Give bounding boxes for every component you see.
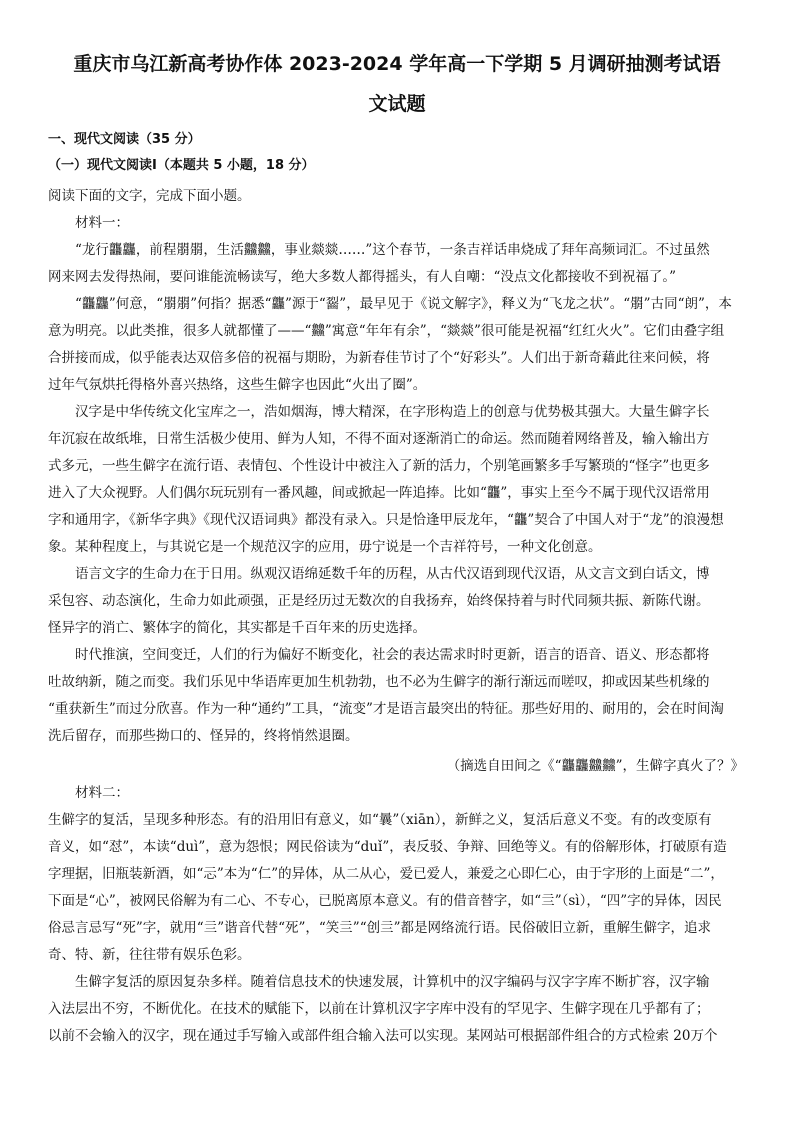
paragraph-line: 意为明亮。以此类推，很多人就都懂了——“䲜”寓意“年年有余”，“燚燚”很可能是祝福“红红火火”。它们由叠字组 [48,323,725,339]
paragraph-line: 过年气氛烘托得格外喜兴热络，这些生僻字也因此“火出了圈”。 [48,377,427,393]
subsection-heading: （一）现代文阅读Ⅰ（本题共 5 小题，18 分） [48,158,315,173]
paragraph-line: 字和通用字，《新华字典》《现代汉语词典》都没有录入。只是恰逢甲辰龙年，“龘”契合了中国人对于“龙”的浪漫想 [48,512,724,528]
paragraph-line: 入法层出不穷，不断优化。在技术的赋能下，以前在计算机汉字字库中没有的罕见字、生僻字现在几乎都有了； [48,1001,710,1017]
paragraph-line: 生僻字复活的原因复杂多样。随着信息技术的快速发展，计算机中的汉字编码与汉字字库不断扩容，汉字输 [75,974,710,990]
paragraph-line: “重获新生”而过分欣喜。作为一种“通约”工具，“流变”才是语言最突出的特征。那些好用的、耐用的，会在时间淘 [48,701,724,717]
paragraph-line: “龘龘”何意，“朤朤”何指？据悉“龘”源于“䶛”，最早见于《说文解字》，释义为“飞龙之状”。“朤”古同“朗”，本 [75,296,732,312]
document-title-line-1: 重庆市乌江新高考协作体 2023-2024 学年高一下学期 5 月调研抽测考试语 [73,53,721,75]
section-heading: 一、现代文阅读（35 分） [48,132,201,147]
paragraph-line: 语言文字的生命力在于日用。纵观汉语绵延数千年的历程，从古代汉语到现代汉语，从文言文到白话文，博 [75,566,710,582]
paragraph-line: 怪异字的消亡、繁体字的简化，其实都是千百年来的历史选择。 [48,620,426,636]
paragraph-line: 汉字是中华传统文化宝库之一，浩如烟海，博大精深，在字形构造上的创意与优势极其强大。大量生僻字长 [75,404,710,420]
paragraph-line: 下面是“心”，被网民俗解为有二心、不专心，已脱离原本意义。有的借音替字，如“亖”（sì），“四”字的异体，因民 [48,893,722,909]
paragraph-line: 式多元，一些生僻字在流行语、表情包、个性设计中被注入了新的活力，个别笔画繁多手写繁琐的“怪字”也更多 [48,458,710,474]
paragraph-line: 俗忌言忌写“死”字，就用“亖”谐音代替“死”，“笑亖”“创亖”都是网络流行语。民俗破旧立新，重解生僻字，追求 [48,920,712,936]
paragraph-line: 年沉寂在故纸堆，日常生活极少使用、鲜为人知，不得不面对逐渐消亡的命运。然而随着网络普及，输入输出方 [48,431,710,447]
paragraph-line: 以前不会输入的汉字，现在通过手写输入或部件组合输入法可以实现。某网站可根据部件组合的方式检索 20万个 [48,1028,718,1044]
paragraph-line: 生僻字的复活，呈现多种形态。有的沿用旧有意义，如“曩”（xiān），新鲜之义，复活后意义不变。有的改变原有 [48,812,712,828]
paragraph-line: “龙行龘龘，前程朤朤，生活䲜䲜，事业燚燚……”这个春节，一条吉祥话串烧成了拜年高频词汇。不过虽然 [75,242,710,258]
material-two-label: 材料二： [75,785,129,801]
instruction-text: 阅读下面的文字，完成下面小题。 [48,188,251,204]
paragraph-line: 音义，如“怼”，本读“duì”，意为怨恨；网民俗读为“duǐ”，表反驳、争辩、回绝等义。有的俗解形体，打破原有造 [48,839,727,855]
paragraph-line: 吐故纳新，随之而变。我们乐见中华语库更加生机勃勃，也不必为生僻字的渐行渐远而嗟叹，抑或因某些机缘的 [48,674,710,690]
material-one-label: 材料一： [75,215,129,231]
paragraph-line: 象。某种程度上，与其说它是一个规范汉字的应用，毋宁说是一个吉祥符号，一种文化创意。 [48,539,602,555]
paragraph-line: 采包容、动态演化，生命力如此顽强，正是经历过无数次的自我扬弃，始终保持着与时代同频共振、新陈代谢。 [48,593,710,609]
source-citation: （摘选自田间之《“龘龘䲜䲜”，生僻字真火了？》 [446,758,744,774]
paragraph-line: 奇、特、新，往往带有娱乐色彩。 [48,947,251,963]
paragraph-line: 字理据，旧瓶装新酒，如“忈”本为“仁”的异体，从二从心，爱已爱人，兼爱之心即仁心，由于字形的上面是“二”， [48,866,724,882]
paragraph-line: 时代推演，空间变迁，人们的行为偏好不断变化，社会的表达需求时时更新，语言的语音、语义、形态都将 [75,647,710,663]
paragraph-line: 合拼接而成，似乎能表达双倍多倍的祝福与期盼，为新春佳节讨了个“好彩头”。人们出于新奇藉此往来问候，将 [48,350,710,366]
paragraph-line: 洗后留存，而那些拗口的、怪异的，终将悄然退圈。 [48,728,359,744]
document-title-line-2: 文试题 [368,93,426,115]
paragraph-line: 进入了大众视野。人们偶尔玩玩别有一番风趣，间或掀起一阵追捧。比如“龘”，事实上至今不属于现代汉语常用 [48,485,710,501]
paragraph-line: 网来网去发得热闹，要问谁能流畅读写，绝大多数人都得摇头，有人自嘲：“没点文化都接收不到祝福了。” [48,269,677,285]
